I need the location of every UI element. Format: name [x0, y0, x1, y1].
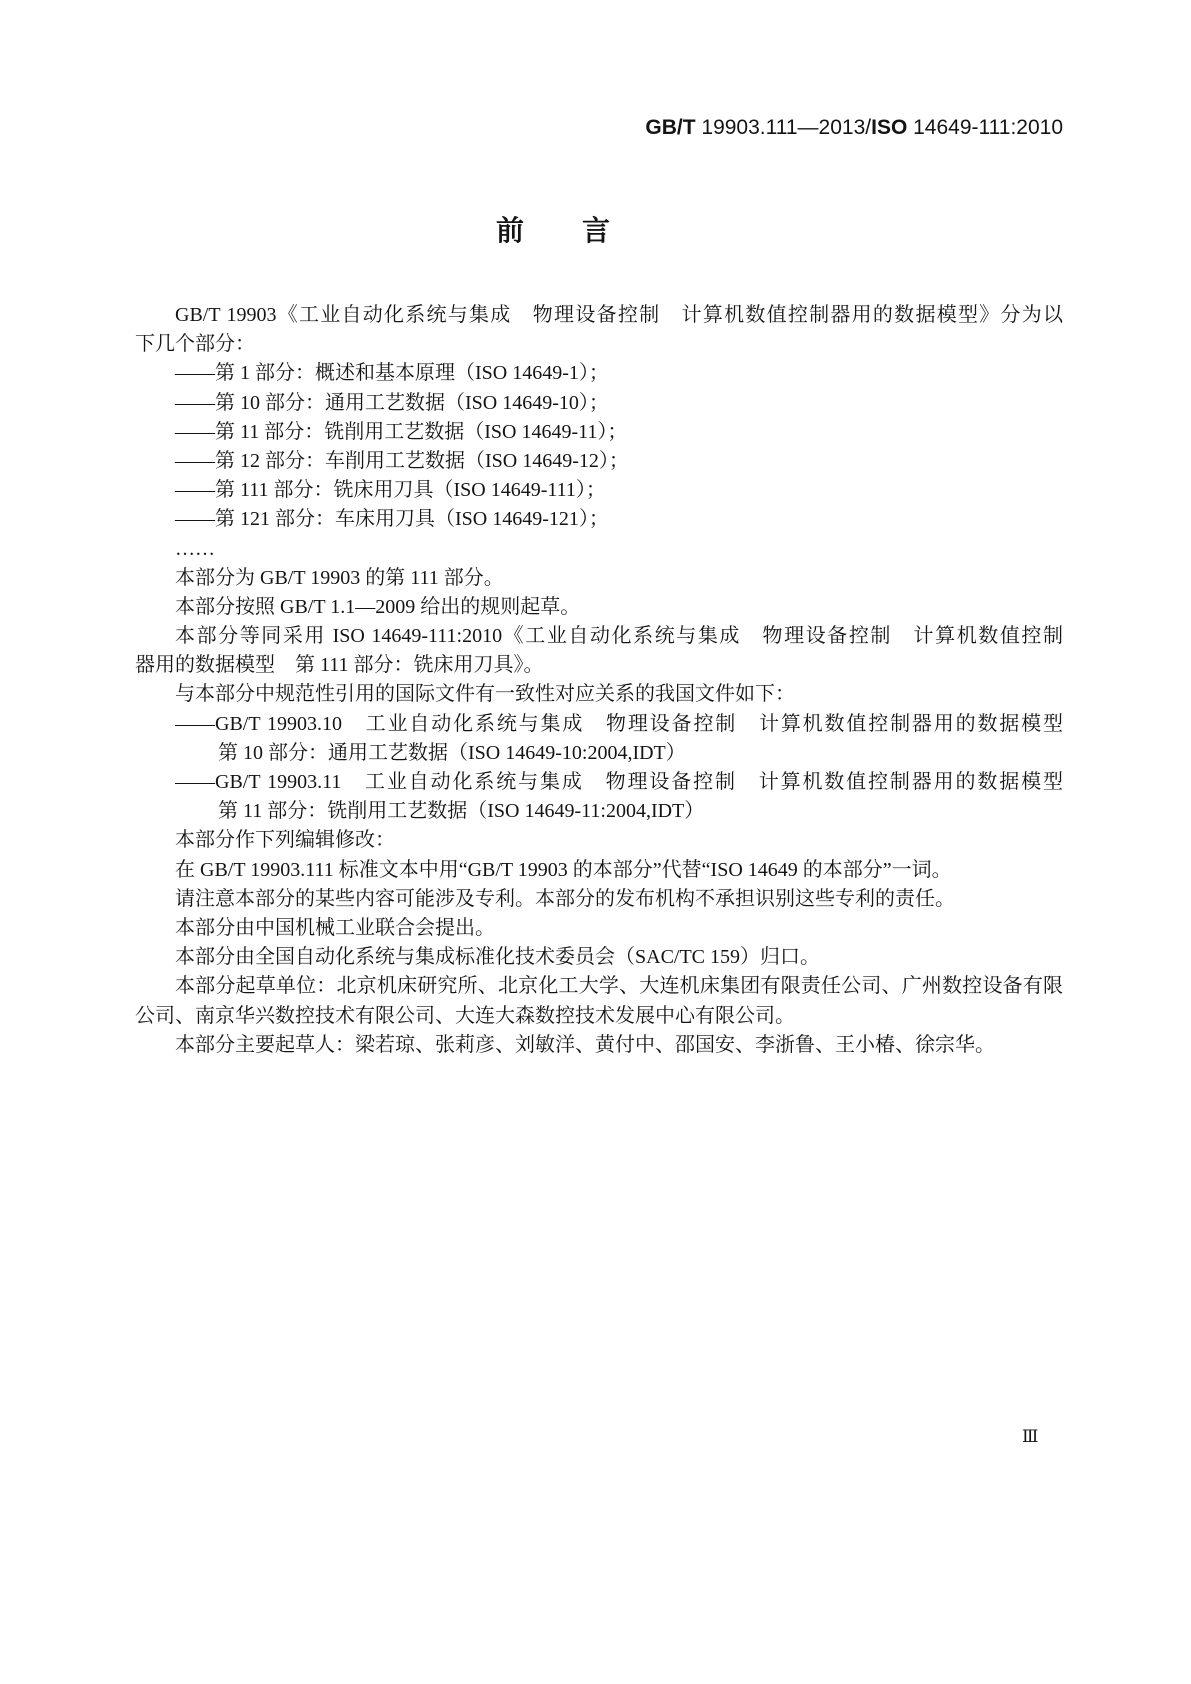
page-number: Ⅲ [1022, 1427, 1039, 1447]
drafting-units-line: 公司、南京华兴数控技术有限公司、大连大森数控技术发展中心有限公司。 [135, 1004, 795, 1027]
this-part-statement: 本部分为 GB/T 19903 的第 111 部分。 [175, 566, 504, 589]
adoption-line: 本部分等同采用 ISO 14649-111:2010《工业自动化系统与集成 物理设备控制 计算机数值控制 [175, 625, 1063, 648]
drafters: 本部分主要起草人：梁若琼、张莉彦、刘敏洋、黄付中、邵国安、李浙鲁、王小椿、徐宗华。 [175, 1033, 995, 1056]
part-list-item: ——第 111 部分：铣床用刀具（ISO 14649-111）； [175, 479, 606, 502]
correspondence-item-continuation: 第 10 部分：通用工艺数据（ISO 14649-10:2004,IDT） [218, 741, 686, 764]
part-list-item: ——第 10 部分：通用工艺数据（ISO 14649-10）； [175, 391, 609, 414]
editorial-change: 在 GB/T 19903.111 标准文本中用“GB/T 19903 的本部分”代替“ISO 14649 的本部分”一词。 [175, 858, 952, 881]
iso-prefix: ISO [871, 116, 908, 139]
drafting-units-line: 本部分起草单位：北京机床研究所、北京化工大学、大连机床集团有限责任公司、广州数控设备有限 [175, 975, 1063, 998]
proposed-by: 本部分由中国机械工业联合会提出。 [175, 916, 495, 939]
part-list-item: ——第 12 部分：车削用工艺数据（ISO 14649-12）； [175, 449, 629, 472]
correspondence-item: ——GB/T 19903.10 工业自动化系统与集成 物理设备控制 计算机数值控制器用的数据模型 [175, 712, 1063, 735]
series-intro-line: GB/T 19903《工业自动化系统与集成 物理设备控制 计算机数值控制器用的数据模型》分为以 [175, 304, 1063, 326]
editorial-intro: 本部分作下列编辑修改： [175, 829, 395, 852]
correspondence-item-continuation: 第 11 部分：铣削用工艺数据（ISO 14649-11:2004,IDT） [218, 800, 705, 823]
part-list-ellipsis: …… [175, 537, 215, 560]
standard-number-header [645, 114, 1063, 142]
managed-by: 本部分由全国自动化系统与集成标准化技术委员会（SAC/TC 159）归口。 [175, 946, 821, 969]
correspondence-item: ——GB/T 19903.11 工业自动化系统与集成 物理设备控制 计算机数值控制器用的数据模型 [175, 771, 1063, 793]
part-list-item: ——第 1 部分：概述和基本原理（ISO 14649-1）； [175, 362, 609, 385]
correspondence-intro: 与本部分中规范性引用的国际文件有一致性对应关系的我国文件如下： [175, 683, 795, 706]
drafting-rule-statement: 本部分按照 GB/T 1.1—2009 给出的规则起草。 [175, 595, 581, 618]
adoption-line: 器用的数据模型 第 111 部分：铣床用刀具》。 [135, 654, 544, 677]
gb-number: 19903.111—2013/ [695, 116, 872, 139]
page-title: 前 言 [496, 214, 626, 247]
part-list-item: ——第 121 部分：车床用刀具（ISO 14649-121）； [175, 508, 609, 531]
series-intro-line: 下几个部分： [135, 333, 255, 356]
patent-notice: 请注意本部分的某些内容可能涉及专利。本部分的发布机构不承担识别这些专利的责任。 [175, 887, 955, 910]
part-list-item: ——第 11 部分：铣削用工艺数据（ISO 14649-11）； [175, 420, 628, 443]
gb-prefix: GB/T [645, 116, 696, 139]
foreword-body [0, 301, 1191, 1060]
iso-number: 14649-111:2010 [907, 116, 1063, 139]
